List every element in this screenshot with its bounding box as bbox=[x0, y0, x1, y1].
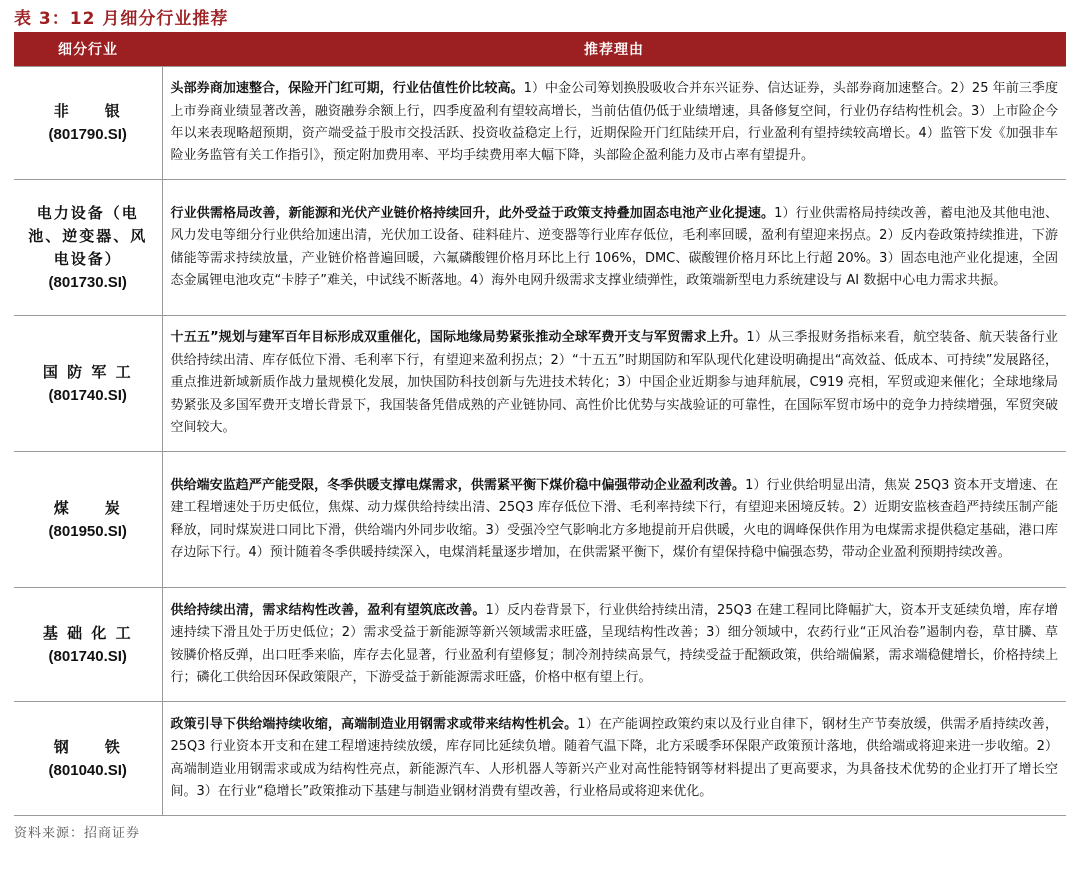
table-row-nonbank bbox=[14, 67, 1066, 180]
reason-lead: 行业供需格局改善，新能源和光伏产业链价格持续回升，此外受益于政策支持叠加固态电池产业化提速。 bbox=[170, 205, 775, 221]
sector-column-header: 细分行业 bbox=[14, 32, 162, 67]
table-row-coal bbox=[14, 452, 1066, 588]
sector-cell bbox=[14, 588, 162, 702]
reason-lead: 供给端安监趋严产能受限，冬季供暖支撑电煤需求，供需紧平衡下煤价稳中偏强带动企业盈利改善。 bbox=[170, 477, 746, 493]
reason-lead: 供给持续出清，需求结构性改善，盈利有望筑底改善。 bbox=[170, 602, 486, 618]
reason-body: 1）从三季报财务指标来看，航空装备、航天装备行业供给持续出清、库存低位下滑、毛利率下行，有望迎来盈利拐点；2）“十五五”时期国防和军队现代化建设明确提出“高效益、低成本、可持续”发展路径，重点推进新域新质作战力量规模化发展，加快国防科技创新与先进技术转化；3）中国企业近期参与迪拜航展，C919 亮相，军贸或迎来催化；全球地缘局势紧张及多国军费开支增长背景下，我国装备凭借成熟的产业链协同、高性价比优势与实战验证的可靠性，在国际军贸市场中的竞争力持续增强，军贸突破空间较大。 bbox=[170, 330, 1058, 436]
sector-name: 钢 铁 bbox=[53, 737, 122, 756]
reason-body: 1）中金公司筹划换股吸收合并东兴证券、信达证券，头部券商加速整合。2）25 年前三季度上市券商业绩显著改善，融资融券余额上行，四季度盈利有望较高增长，当前估值仍低于业绩增速，具备修复空间，行业仍存结构性机会。3）上市险企今年以来表现略超预期，资产端受益于股市交投活跃、投资收益稳定上行，近期保险开门红陆续开启，行业盈利有望持续较高增长。4）监管下发《加强非车险业务监管有关工作指引》，预定附加费用率、平均手续费用率大幅下降，头部险企盈利能力及市占率有望提升。 bbox=[170, 81, 1058, 164]
table-row-power-equipment bbox=[14, 180, 1066, 316]
table-row-defense bbox=[14, 316, 1066, 452]
sector-cell bbox=[14, 316, 162, 452]
sector-code: (801790.SI) bbox=[48, 126, 127, 143]
reason-cell bbox=[162, 588, 1066, 702]
sector-code: (801740.SI) bbox=[48, 386, 127, 404]
reason-body: 1）行业供需格局持续改善，蓄电池及其他电池、风力发电等细分行业供给加速出清，光伏加工设备、硅料硅片、逆变器等行业库存低位，毛利率回暖，盈利有望迎来拐点。2）反内卷政策持续推进，下游储能等需求持续放量，产业链价格普遍回暖，六氟磷酸锂价格月环比上行 106%，DMC、碳酸锂价格月环比上行超 20%。3）固态电池产业化提速，全固态金属锂电池攻克“卡脖子”难关，中试线不断落地。4）海外电网升级需求支撑业绩弹性，政策端新型电力系统建设与 AI 数据中心电力需求共振。 bbox=[170, 205, 1058, 288]
sector-name: 煤 炭 bbox=[53, 498, 122, 517]
reason-body: 1）行业供给明显出清，焦炭 25Q3 资本开支增速、在建工程增速处于历史低位，焦煤、动力煤供给持续出清、25Q3 库存低位下滑、毛利率持续下行，有望迎来困境反转。2）近期安监核查趋严持续压制产能释放，同时煤炭进口同比下滑，供给端内外同步收缩。3）受强冷空气影响北方多地提前开启供暖，火电的调峰保供作用为电煤需求提供稳定基础，港口库存边际下行。4）预计随着冬季供暖持续深入，电煤消耗量逐步增加，在供需紧平衡下，煤价有望保持稳中偏强态势，带动企业盈利预期持续改善。 bbox=[170, 477, 1058, 560]
sector-cell bbox=[14, 452, 162, 588]
sector-name: 基 础 化 工 bbox=[42, 623, 133, 642]
reason-column-header: 推荐理由 bbox=[162, 32, 1066, 67]
sector-code: (801950.SI) bbox=[48, 522, 127, 540]
table-header-row bbox=[14, 32, 1066, 67]
sector-code: (801040.SI) bbox=[48, 761, 127, 779]
reason-cell bbox=[162, 180, 1066, 316]
sector-code: (801740.SI) bbox=[48, 647, 127, 665]
sector-cell bbox=[14, 67, 162, 180]
sector-name: 电力设备（电池、逆变器、风电设备） bbox=[28, 203, 148, 268]
reason-cell bbox=[162, 702, 1066, 816]
reason-cell bbox=[162, 316, 1066, 452]
reason-body: 1）在产能调控政策约束以及行业自律下，钢材生产节奏放缓，供需矛盾持续改善，25Q3 行业资本开支和在建工程增速持续放缓，库存同比延续负增。随着气温下降，北方采暖季环保限产政策预计落地，供给端或将迎来进一步收缩。2）高端制造业用钢需求或成为结构性亮点，新能源汽车、人形机器人等新兴产业对高性能特钢等材料提出了更高要求，为具备技术优势的企业打开了增长空间。3）在行业“稳增长”政策推动下基建与制造业钢材消费有望改善，行业格局或将迎来优化。 bbox=[170, 716, 1058, 799]
sector-code: (801730.SI) bbox=[48, 273, 127, 291]
recommendation-table bbox=[14, 32, 1066, 816]
reason-cell bbox=[162, 452, 1066, 588]
source-note: 资料来源：招商证券 bbox=[14, 826, 141, 841]
table-row-basic-chemicals bbox=[14, 588, 1066, 702]
reason-lead: 头部券商加速整合，保险开门红可期，行业估值性价比较高。 bbox=[170, 81, 524, 97]
sector-name: 国 防 军 工 bbox=[42, 362, 133, 381]
table-row-steel bbox=[14, 702, 1066, 816]
reason-body: 1）反内卷背景下，行业供给持续出清，25Q3 在建工程同比降幅扩大，资本开支延续负增，库存增速持续下滑且处于历史低位；2）需求受益于新能源等新兴领域需求旺盛，呈现结构性改善；3）细分领域中，农药行业“正风治卷”遏制内卷，草甘膦、草铵膦价格反弹，出口旺季来临，库存去化显著，行业盈利有望修复；制冷剂持续高景气，持续受益于配额政策，供给端偏紧，需求端稳健增长，价格持续上行；磷化工供给因环保政策限产，下游受益于新能源需求旺盛，价格中枢有望上行。 bbox=[170, 602, 1058, 685]
reason-lead: 十五五”规划与建军百年目标形成双重催化，国际地缘局势紧张推动全球军费开支与军贸需求上升。 bbox=[170, 330, 747, 346]
table-title: 表 3：12 月细分行业推荐 bbox=[14, 9, 229, 29]
reason-lead: 政策引导下供给端持续收缩，高端制造业用钢需求或带来结构性机会。 bbox=[170, 716, 578, 732]
sector-cell bbox=[14, 180, 162, 316]
sector-name: 非 银 bbox=[53, 102, 122, 120]
reason-cell bbox=[162, 67, 1066, 180]
sector-cell bbox=[14, 702, 162, 816]
